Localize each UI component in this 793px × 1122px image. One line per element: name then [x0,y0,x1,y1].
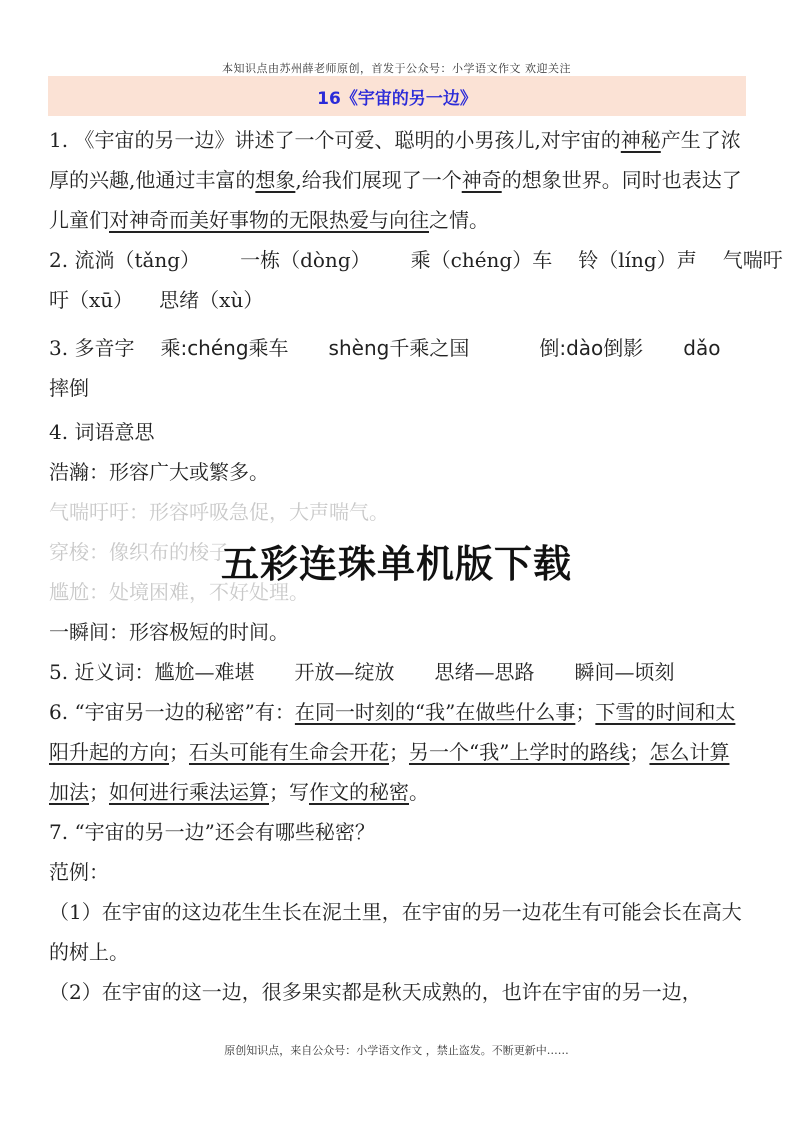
underlined-term: 石头可能有生命会开花 [189,740,389,764]
underlined-term: 对神奇而美好事物的无限热爱与向往 [109,208,429,232]
pinyin-item: 铃（líng）声 [578,248,697,272]
synonym-item: 开放—绽放 [294,660,395,684]
text: ； [89,780,109,804]
pinyin-item: 乘（chéng）车 [410,248,553,272]
header-note: 本知识点由苏州薛老师原创，首发于公众号：小学语文作文 欢迎关注 [222,62,571,75]
text: ； [389,740,409,764]
section-3-line-1 [49,328,749,368]
definition-item: 穿梭：像织布的梭子 [49,540,229,564]
text: ；写 [269,780,309,804]
pinyin-item: 一栋（dòng） [240,248,371,272]
definition-item: 浩瀚：形容广大或繁多。 [49,460,269,484]
synonym-item: 瞬间—顷刻 [574,660,675,684]
definition-item: 一瞬间：形容极短的时间。 [49,620,289,644]
polyphone-item: dǎo [683,336,721,360]
section-2-line-2 [49,280,749,320]
example-1: （1）在宇宙的这边花生生长在泥土里，在宇宙的另一边花生有可能会长在高大的树上。 [49,900,742,964]
text: 产生了浓厚的兴趣,他通过丰富的 [49,128,741,192]
footer-note: 原创知识点，来自公众号：小学语文作文 ，禁止盗发。不断更新中…… [224,1044,569,1057]
example-2: （2）在宇宙的这一边，很多果实都是秋天成熟的，也许在宇宙的另一边， [49,980,702,1004]
text: 的想象世界。同时也表达了儿童们 [49,168,742,232]
underlined-term: 如何进行乘法运算 [109,780,269,804]
synonym-item: 5. 近义词：尴尬—难堪 [49,660,255,684]
definition-item: 气喘吁吁：形容呼吸急促，大声喘气。 [49,500,389,524]
underlined-term: 在同一时刻的“我”在做些什么事 [294,700,576,724]
polyphone-item: 倒:dào倒影 [539,336,644,360]
pinyin-item: 2. 流淌（tǎng） [49,248,201,272]
pinyin-item: 气喘吁 [722,248,783,272]
section-5 [49,652,749,692]
definition-item: 尴尬：处境困难，不好处理。 [49,580,309,604]
text: ； [629,740,650,764]
example-label: 范例： [49,860,109,884]
text: 。 [409,780,429,804]
overlay-banner: 五彩连珠单机版下载 [220,542,572,586]
text: 3. 多音字 [49,336,135,360]
text: 6. “宇宙另一边的秘密”有： [49,700,295,724]
underlined-term: 神秘 [620,128,661,152]
text: ； [575,700,596,724]
synonym-item: 思绪—思路 [434,660,535,684]
text: 1. 《宇宙的另一边》讲述了一个可爱、聪明的小男孩儿,对宇宙的 [49,128,621,152]
text: ,给我们展现了一个 [295,168,462,192]
underlined-term: 想象 [255,168,296,192]
section-3-line-2: 摔倒 [49,376,89,400]
section-7-question: 7. “宇宙的另一边”还会有哪些秘密？ [49,820,375,844]
underlined-term: 神奇 [461,168,502,192]
section-1 [49,120,749,240]
text: 之情。 [429,208,489,232]
section-4-heading: 4. 词语意思 [49,420,155,444]
pinyin-item: 吁（xū） [49,288,134,312]
section-2-line-1 [49,240,783,280]
underlined-term: 作文的秘密 [309,780,409,804]
section-6 [49,692,749,812]
underlined-term: 下雪的时间和太阳升起的方向 [49,700,736,764]
pinyin-item: 思绪（xù） [159,288,264,312]
text: ； [169,740,189,764]
polyphone-item: shèng千乘之国 [328,336,470,360]
polyphone-item: 乘:chéng乘车 [160,336,289,360]
page-title: 16《宇宙的另一边》 [48,76,746,116]
underlined-term: 另一个“我”上学时的路线 [409,740,630,764]
underlined-term: 怎么计算加法 [49,740,730,804]
